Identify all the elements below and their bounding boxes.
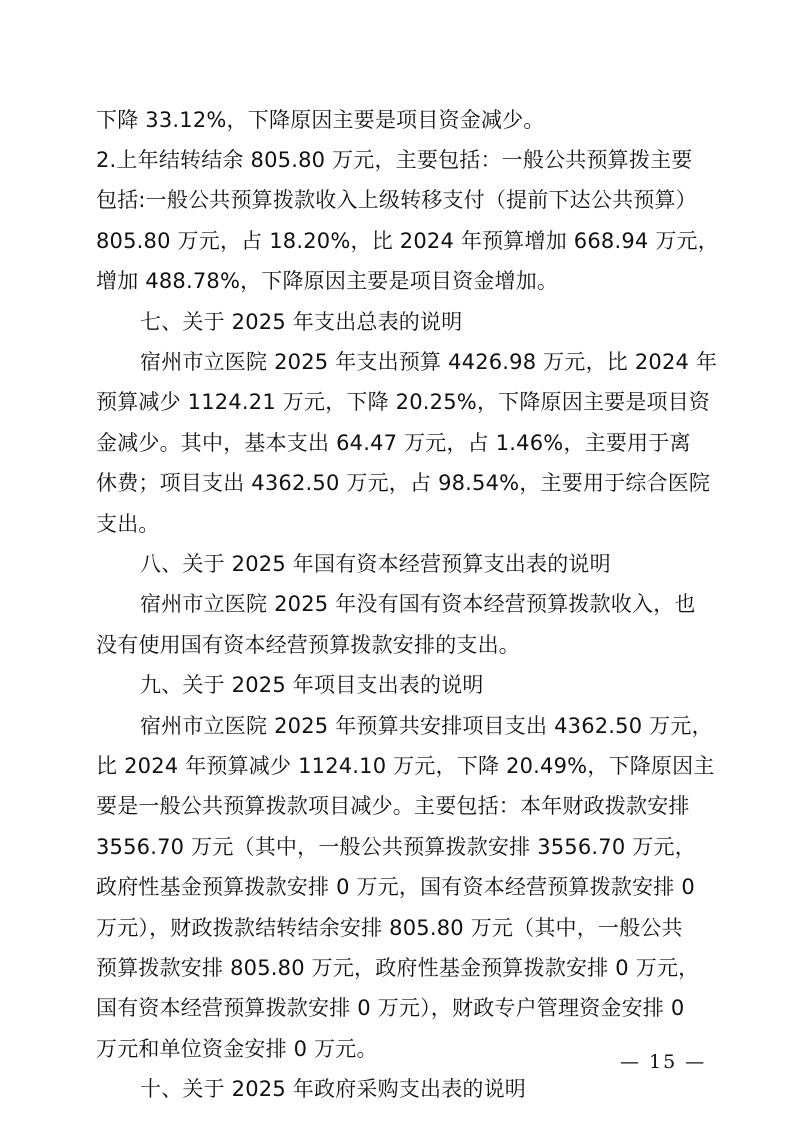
paragraph-line: 805.80 万元，占 18.20%，比 2024 年预算增加 668.94 万元，: [96, 229, 719, 253]
paragraph-line: 预算拨款安排 805.80 万元，政府性基金预算拨款安排 0 万元，: [96, 956, 700, 980]
paragraph-line: 宿州市立医院 2025 年支出预算 4426.98 万元，比 2024 年: [140, 350, 718, 374]
section-heading: 十、关于 2025 年政府采购支出表的说明: [140, 1077, 526, 1101]
paragraph-line: 支出。: [96, 512, 160, 536]
paragraph-line: 没有使用国有资本经营预算拨款安排的支出。: [96, 633, 520, 657]
paragraph-line: 要是一般公共预算拨款项目减少。主要包括：本年财政拨款安排: [96, 794, 690, 818]
section-heading: 九、关于 2025 年项目支出表的说明: [140, 673, 484, 697]
paragraph-line: 3556.70 万元（其中，一般公共预算拨款安排 3556.70 万元，: [96, 835, 696, 859]
paragraph-line: 2.上年结转结余 805.80 万元，主要包括：一般公共预算拨主要: [96, 148, 693, 172]
paragraph-line: 增加 488.78%，下降原因主要是项目资金增加。: [96, 269, 559, 293]
paragraph-line: 万元和单位资金安排 0 万元。: [96, 1037, 378, 1061]
paragraph-line: 包括:一般公共预算拨款收入上级转移支付（提前下达公共预算）: [96, 188, 697, 212]
paragraph-line: 下降 33.12%，下降原因主要是项目资金减少。: [96, 108, 545, 132]
paragraph-line: 金减少。其中，基本支出 64.47 万元，占 1.46%，主要用于离: [96, 431, 691, 455]
paragraph-line: 休费；项目支出 4362.50 万元，占 98.54%，主要用于综合医院: [96, 471, 711, 495]
paragraph-line: 国有资本经营预算拨款安排 0 万元），财政专户管理资金安排 0: [96, 996, 685, 1020]
section-heading: 八、关于 2025 年国有资本经营预算支出表的说明: [140, 552, 611, 576]
paragraph-line: 万元），财政拨款结转结余安排 805.80 万元（其中，一般公共: [96, 916, 683, 940]
paragraph-line: 宿州市立医院 2025 年预算共安排项目支出 4362.50 万元，: [140, 714, 713, 738]
section-heading: 七、关于 2025 年支出总表的说明: [140, 310, 463, 334]
paragraph-line: 政府性基金预算拨款安排 0 万元，国有资本经营预算拨款安排 0: [96, 875, 695, 899]
paragraph-line: 比 2024 年预算减少 1124.10 万元，下降 20.49%，下降原因主: [96, 754, 715, 778]
paragraph-line: 预算减少 1124.21 万元，下降 20.25%，下降原因主要是项目资: [96, 390, 711, 414]
paragraph-line: 宿州市立医院 2025 年没有国有资本经营预算拨款收入，也: [140, 592, 696, 616]
page-number: — 15 —: [620, 1051, 707, 1073]
